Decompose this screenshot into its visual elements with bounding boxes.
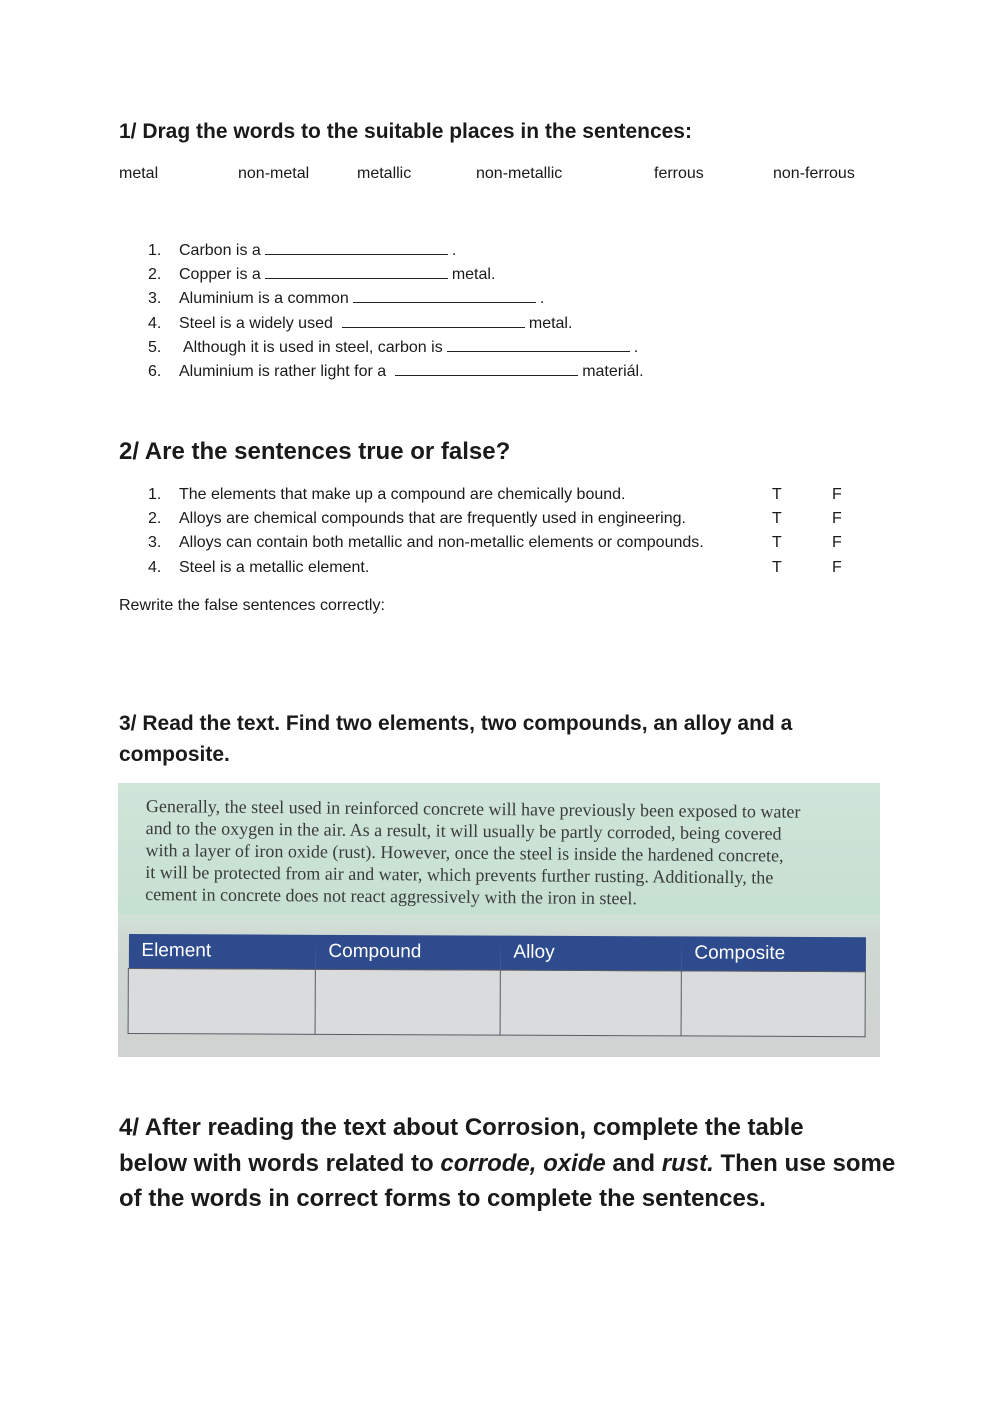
blank-drop-target[interactable] bbox=[265, 264, 448, 279]
section3-heading: 3/ Read the text. Find two elements, two compounds, an alloy and a composite. bbox=[119, 712, 793, 766]
list-item: 1. The elements that make up a compound are chemically bound. bbox=[148, 486, 626, 503]
word-chip-ferrous[interactable]: ferrous bbox=[654, 165, 704, 182]
reading-passage bbox=[118, 783, 880, 914]
list-item: 5. Although it is used in steel, carbon is . bbox=[148, 339, 639, 356]
blank-drop-target[interactable] bbox=[342, 313, 525, 328]
classification-table bbox=[128, 934, 866, 1037]
list-item: 2. Copper is a metal. bbox=[148, 266, 496, 283]
table-cell-element bbox=[128, 969, 315, 1035]
section1-heading: 1/ Drag the words to the suitable places in the sentences: bbox=[119, 120, 692, 143]
true-option[interactable]: T bbox=[772, 534, 782, 551]
list-item: 4. Steel is a metallic element. bbox=[148, 559, 370, 576]
list-item: 6. Aluminium is rather light for a materiál. bbox=[148, 363, 644, 380]
table-header-composite: Composite bbox=[681, 936, 865, 971]
true-option[interactable]: T bbox=[772, 510, 782, 527]
word-chip-metallic[interactable]: metallic bbox=[357, 165, 412, 182]
word-chip-non-metallic[interactable]: non-metallic bbox=[476, 165, 563, 182]
true-option[interactable]: T bbox=[772, 559, 782, 576]
table-cell-alloy bbox=[500, 970, 681, 1036]
word-chip-metal[interactable]: metal bbox=[119, 165, 159, 182]
section2-heading: 2/ Are the sentences true or false? bbox=[119, 438, 511, 465]
list-item: 3. Alloys can contain both metallic and non-metallic elements or compounds. bbox=[148, 534, 704, 551]
rewrite-prompt: Rewrite the false sentences correctly: bbox=[119, 597, 385, 614]
word-chip-non-metal[interactable]: non-metal bbox=[238, 165, 310, 182]
blank-drop-target[interactable] bbox=[395, 361, 578, 376]
list-item: 3. Aluminium is a common . bbox=[148, 290, 545, 307]
false-option[interactable]: F bbox=[832, 486, 842, 503]
blank-drop-target[interactable] bbox=[265, 240, 448, 255]
list-item: 4. Steel is a widely used metal. bbox=[148, 315, 573, 332]
true-option[interactable]: T bbox=[772, 486, 782, 503]
word-chip-non-ferrous[interactable]: non-ferrous bbox=[773, 165, 855, 182]
passage-text: Generally, the steel used in reinforced concrete will have previously been exposed to water and to the oxygen in the air. As a result, it will usually be partly corroded, being covered with a layer of iron oxide (rust). However, once the steel is inside the hardened concrete, it will be protected from air and water, which prevents further rusting. Additionally, the cement in concrete does not react aggressively with the iron in steel. bbox=[145, 795, 801, 909]
list-item: 2. Alloys are chemical compounds that are frequently used in engineering. bbox=[148, 510, 686, 527]
list-item: 1. Carbon is a . bbox=[148, 242, 457, 259]
table-cell-compound bbox=[315, 969, 500, 1035]
blank-drop-target[interactable] bbox=[353, 288, 536, 303]
textbook-photo bbox=[118, 783, 880, 1057]
false-option[interactable]: F bbox=[832, 534, 842, 551]
table-header-element: Element bbox=[128, 934, 315, 969]
table-header-compound: Compound bbox=[315, 935, 500, 970]
section4-heading: 4/ After reading the text about Corrosion, complete the table below with words related to corrode, oxide and rust. Then use some of the words in correct forms to complete the sentences. bbox=[119, 1114, 896, 1212]
blank-drop-target[interactable] bbox=[447, 337, 630, 352]
false-option[interactable]: F bbox=[832, 510, 842, 527]
false-option[interactable]: F bbox=[832, 559, 842, 576]
table-cell-composite bbox=[681, 971, 865, 1037]
table-header-alloy: Alloy bbox=[500, 936, 681, 971]
